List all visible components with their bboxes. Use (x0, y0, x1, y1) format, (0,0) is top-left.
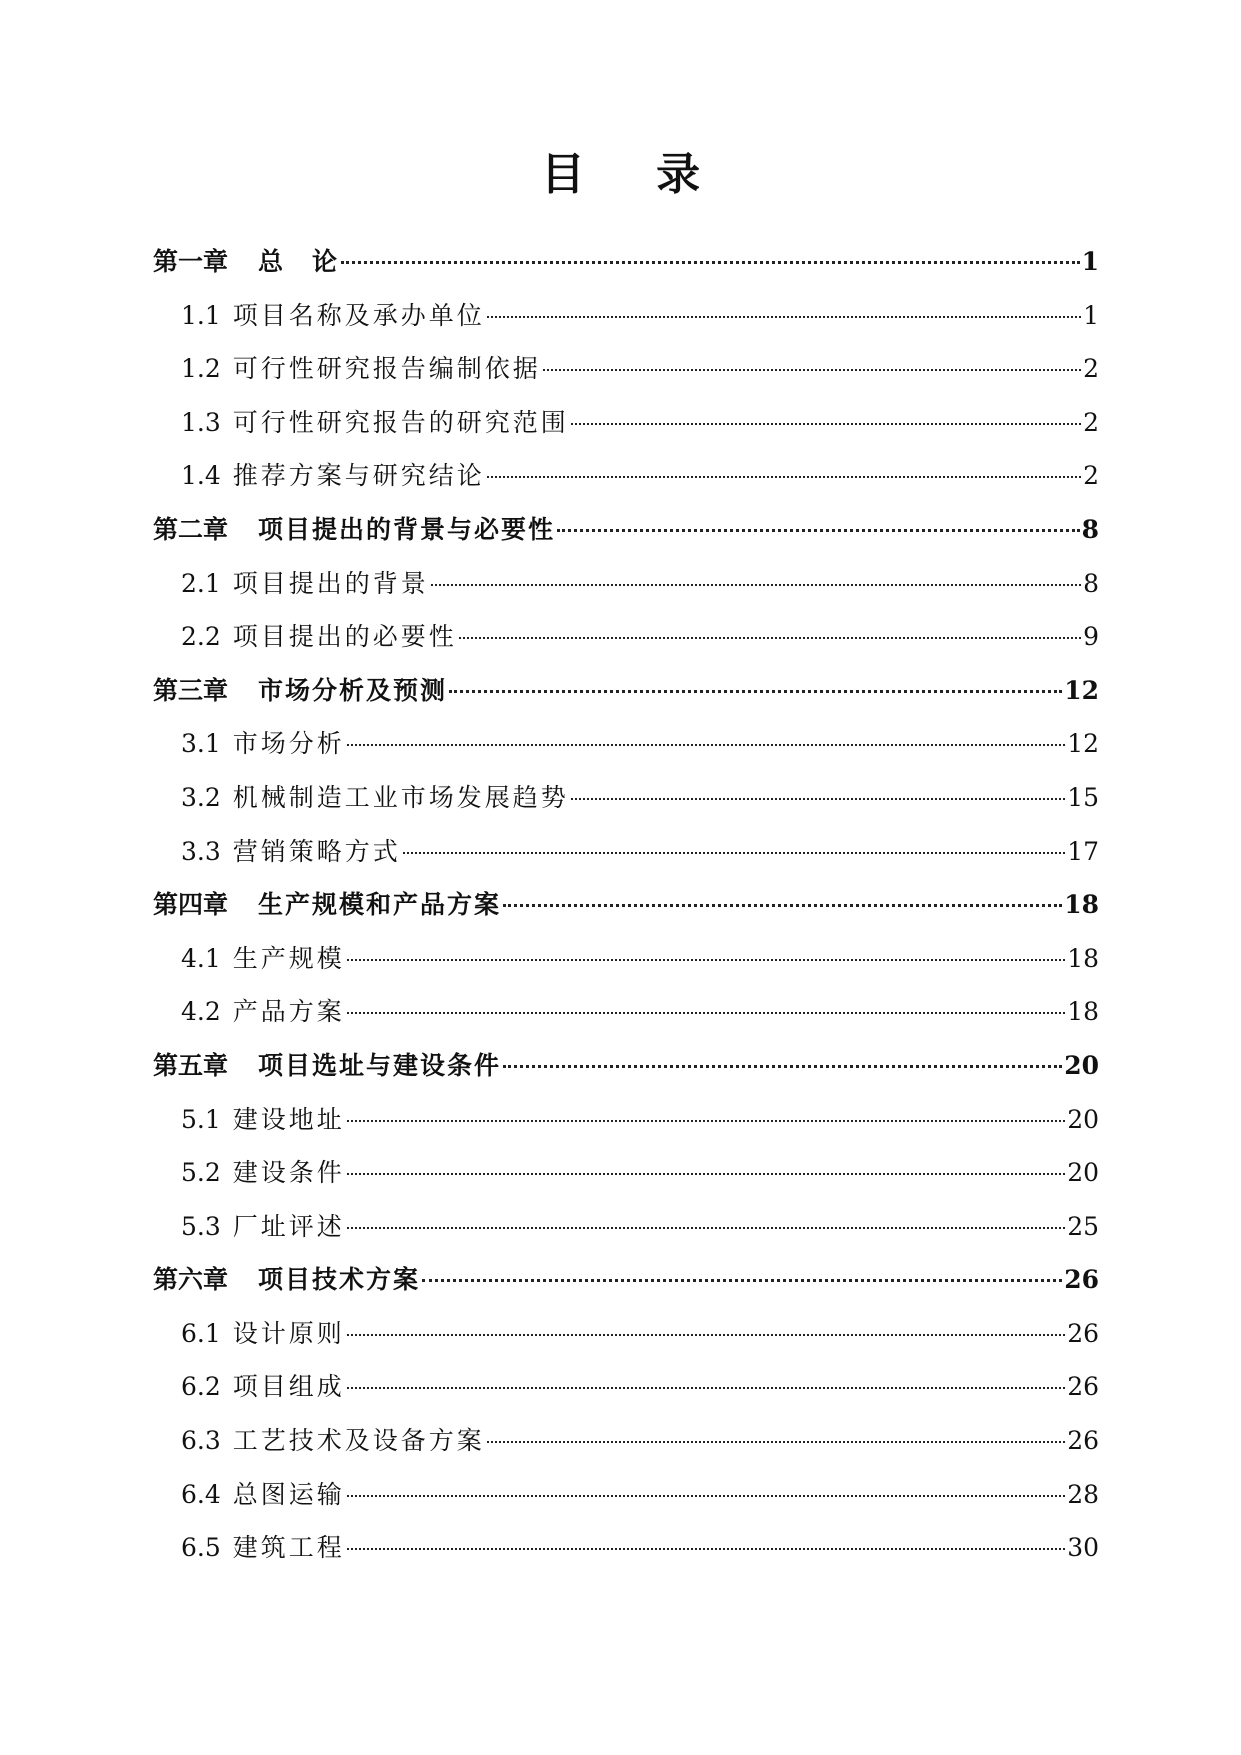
toc-entry-label: 生产规模 (232, 943, 345, 973)
dot-leader (487, 1441, 1065, 1443)
toc-entry-number: 4.1 (181, 943, 221, 973)
toc-entry-number: 6.5 (181, 1533, 221, 1563)
toc-section-entry[interactable] (153, 1207, 1099, 1261)
toc-entry-number: 4.2 (181, 997, 221, 1027)
toc-entry-label: 项目技术方案 (258, 1265, 421, 1295)
toc-entry-number: 第四章 (153, 890, 229, 920)
toc-entry-label: 项目名称及承办单位 (232, 300, 485, 330)
dot-leader (347, 1227, 1065, 1229)
toc-entry-number: 3.1 (181, 729, 221, 759)
dot-leader (347, 1387, 1065, 1389)
toc-section-entry[interactable] (153, 564, 1099, 618)
toc-entry-number: 1.3 (181, 407, 221, 437)
toc-entry-number: 5.1 (181, 1104, 221, 1134)
toc-section-entry[interactable] (153, 403, 1099, 457)
toc-page-number: 26 (1067, 1426, 1099, 1456)
toc-page-number: 15 (1067, 782, 1099, 812)
toc-page-number: 1 (1081, 247, 1099, 276)
toc-entry-label: 产品方案 (232, 997, 345, 1027)
toc-entry-number: 5.2 (181, 1158, 221, 1188)
dot-leader (347, 959, 1065, 961)
dot-leader (347, 1173, 1065, 1175)
toc-entry-number: 3.3 (181, 836, 221, 866)
toc-chapter-entry[interactable] (153, 510, 1099, 564)
toc-section-entry[interactable] (153, 1314, 1099, 1368)
toc-page-number: 20 (1067, 1104, 1099, 1134)
toc-chapter-entry[interactable] (153, 885, 1099, 939)
toc-entry-label: 工艺技术及设备方案 (232, 1426, 485, 1456)
dot-leader (347, 1495, 1065, 1497)
dot-leader (571, 423, 1081, 425)
toc-page-number: 26 (1064, 1265, 1099, 1295)
toc-entry-number: 1.2 (181, 354, 221, 384)
toc-entry-label: 机械制造工业市场发展趋势 (232, 782, 569, 812)
toc-page-number: 12 (1067, 729, 1099, 759)
toc-entry-number: 第一章 (153, 247, 229, 276)
toc-chapter-entry[interactable] (153, 671, 1099, 725)
toc-entry-number: 2.2 (181, 622, 221, 652)
toc-entry-number: 第二章 (153, 514, 229, 544)
toc-section-entry[interactable] (153, 456, 1099, 510)
toc-page-number: 25 (1067, 1211, 1099, 1241)
toc-entry-label: 设计原则 (232, 1318, 345, 1348)
toc-entry-number: 1.4 (181, 461, 221, 491)
toc-entry-number: 6.2 (181, 1372, 221, 1402)
toc-page-number: 2 (1083, 461, 1099, 491)
toc-entry-label: 厂址评述 (232, 1211, 345, 1241)
toc-entry-label: 建设地址 (232, 1104, 345, 1134)
toc-chapter-entry[interactable] (153, 1260, 1099, 1314)
toc-page-number: 2 (1083, 407, 1099, 437)
toc-page-number: 2 (1083, 354, 1099, 384)
dot-leader (422, 1279, 1062, 1282)
toc-entry-label: 生产规模和产品方案 (258, 890, 502, 920)
toc-page-number: 18 (1064, 890, 1099, 920)
dot-leader (543, 369, 1081, 371)
toc-section-entry[interactable] (153, 349, 1099, 403)
toc-section-entry[interactable] (153, 778, 1099, 832)
toc-section-entry[interactable] (153, 1421, 1099, 1475)
toc-entry-label: 项目组成 (232, 1372, 345, 1402)
dot-leader (403, 852, 1065, 854)
dot-leader (571, 798, 1065, 800)
dot-leader (431, 584, 1081, 586)
toc-section-entry[interactable] (153, 1100, 1099, 1154)
toc-section-entry[interactable] (153, 1367, 1099, 1421)
toc-entry-label: 市场分析 (232, 729, 345, 759)
toc-page-number: 12 (1064, 675, 1099, 705)
toc-page-number: 18 (1067, 997, 1099, 1027)
toc-chapter-entry[interactable] (153, 1046, 1099, 1100)
toc-entry-number: 5.3 (181, 1211, 221, 1241)
toc-entry-label: 可行性研究报告的研究范围 (232, 407, 569, 437)
toc-section-entry[interactable] (153, 1475, 1099, 1529)
toc-entry-number: 第五章 (153, 1050, 229, 1080)
dot-leader (557, 529, 1080, 532)
toc-entry-number: 2.1 (181, 568, 221, 598)
toc-chapter-entry[interactable] (153, 242, 1099, 296)
dot-leader (347, 1012, 1065, 1014)
toc-entry-label: 项目提出的背景与必要性 (258, 514, 556, 544)
toc-section-entry[interactable] (153, 832, 1099, 886)
toc-page-number: 1 (1083, 300, 1099, 330)
toc-entry-number: 第六章 (153, 1265, 229, 1295)
dot-leader (503, 1065, 1062, 1068)
dot-leader (347, 1548, 1065, 1550)
toc-section-entry[interactable] (153, 296, 1099, 350)
dot-leader (347, 1334, 1065, 1336)
toc-page-number: 18 (1067, 943, 1099, 973)
table-of-contents (153, 242, 1099, 1582)
toc-page-number: 20 (1067, 1158, 1099, 1188)
toc-entry-number: 3.2 (181, 782, 221, 812)
toc-section-entry[interactable] (153, 617, 1099, 671)
dot-leader (487, 316, 1081, 318)
toc-page-number: 20 (1064, 1050, 1099, 1080)
toc-entry-number: 6.1 (181, 1318, 221, 1348)
toc-entry-label: 项目提出的背景 (232, 568, 429, 598)
toc-entry-number: 第三章 (153, 675, 229, 705)
dot-leader (503, 904, 1062, 907)
toc-page-number: 17 (1067, 836, 1099, 866)
toc-page-number: 26 (1067, 1372, 1099, 1402)
toc-section-entry[interactable] (153, 939, 1099, 993)
toc-entry-label: 建设条件 (232, 1158, 345, 1188)
toc-page-number: 8 (1083, 568, 1099, 598)
toc-entry-label: 总 论 (258, 247, 340, 276)
dot-leader (347, 744, 1065, 746)
toc-entry-label: 推荐方案与研究结论 (232, 461, 485, 491)
toc-page-number: 26 (1067, 1318, 1099, 1348)
dot-leader (341, 261, 1080, 264)
toc-entry-label: 营销策略方式 (232, 836, 401, 866)
toc-section-entry[interactable] (153, 724, 1099, 778)
toc-entry-label: 市场分析及预测 (258, 675, 448, 705)
toc-page-number: 8 (1081, 514, 1099, 544)
dot-leader (487, 476, 1081, 478)
toc-entry-number: 6.3 (181, 1426, 221, 1456)
dot-leader (347, 1120, 1065, 1122)
dot-leader (449, 690, 1062, 693)
toc-section-entry[interactable] (153, 1153, 1099, 1207)
toc-page-number: 28 (1067, 1479, 1099, 1509)
toc-entry-label: 总图运输 (232, 1479, 345, 1509)
toc-entry-label: 建筑工程 (232, 1533, 345, 1563)
toc-section-entry[interactable] (153, 992, 1099, 1046)
toc-page-number: 9 (1083, 622, 1099, 652)
toc-entry-label: 项目选址与建设条件 (258, 1050, 502, 1080)
toc-title: 目 录 (540, 149, 729, 200)
toc-page-number: 30 (1067, 1533, 1099, 1563)
toc-entry-label: 可行性研究报告编制依据 (232, 354, 541, 384)
toc-section-entry[interactable] (153, 1528, 1099, 1582)
toc-entry-label: 项目提出的必要性 (232, 622, 457, 652)
toc-entry-number: 1.1 (181, 300, 221, 330)
dot-leader (459, 637, 1081, 639)
toc-entry-number: 6.4 (181, 1479, 221, 1509)
